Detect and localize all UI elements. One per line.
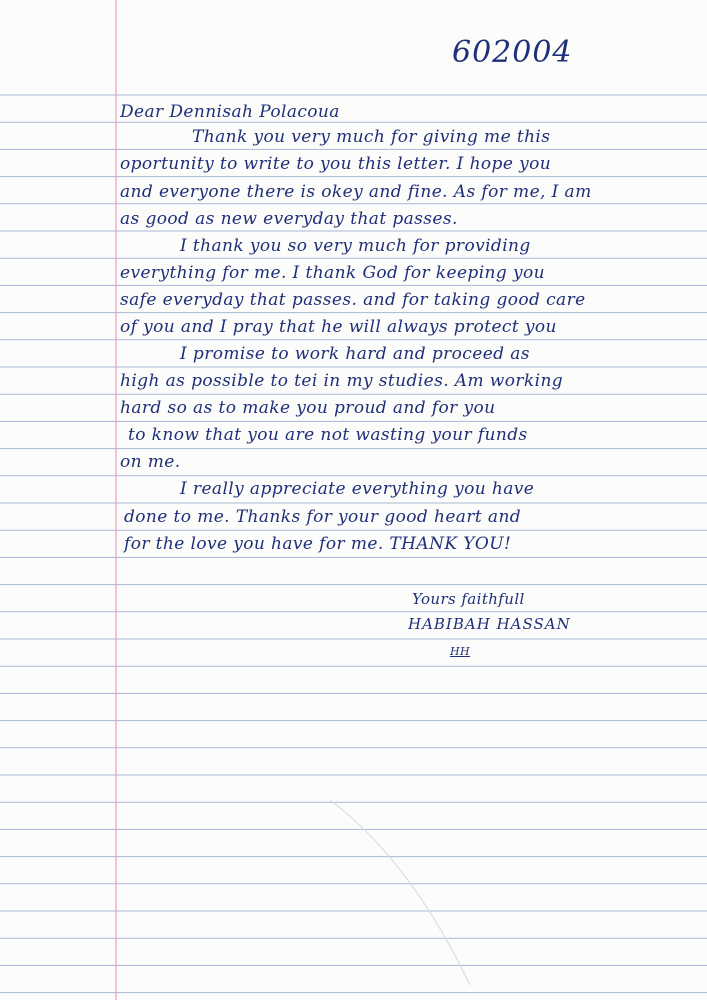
salutation: Dear Dennisah Polacoua: [120, 102, 340, 122]
body-line-9: I promise to work hard and proceed as: [180, 344, 530, 364]
closing: Yours faithfull: [412, 590, 525, 608]
body-line-11: hard so as to make you proud and for you: [120, 398, 496, 418]
body-line-12: to know that you are not wasting your funds: [128, 425, 528, 445]
body-line-5: I thank you so very much for providing: [180, 236, 531, 256]
body-line-3: and everyone there is okey and fine. As for me, I am: [120, 182, 592, 202]
signature-initials: HH: [450, 645, 470, 658]
body-line-1: Thank you very much for giving me this: [192, 127, 551, 147]
body-line-14: I really appreciate everything you have: [180, 479, 535, 499]
body-line-6: everything for me. I thank God for keeping you: [120, 263, 545, 283]
id-number: 602004: [452, 35, 573, 70]
body-line-8: of you and I pray that he will always protect you: [120, 317, 557, 337]
body-line-7: safe everyday that passes. and for taking good care: [120, 290, 586, 310]
signature-name: HABIBAH HASSAN: [408, 615, 571, 633]
body-line-2: oportunity to write to you this letter. I hope you: [120, 154, 552, 174]
body-line-13: on me.: [120, 452, 181, 472]
body-line-16: for the love you have for me. THANK YOU!: [124, 534, 512, 554]
body-line-15: done to me. Thanks for your good heart and: [124, 507, 522, 527]
body-line-4: as good as new everyday that passes.: [120, 209, 458, 229]
body-line-10: high as possible to tei in my studies. Am working: [120, 371, 564, 391]
paper-crease: [330, 800, 470, 985]
